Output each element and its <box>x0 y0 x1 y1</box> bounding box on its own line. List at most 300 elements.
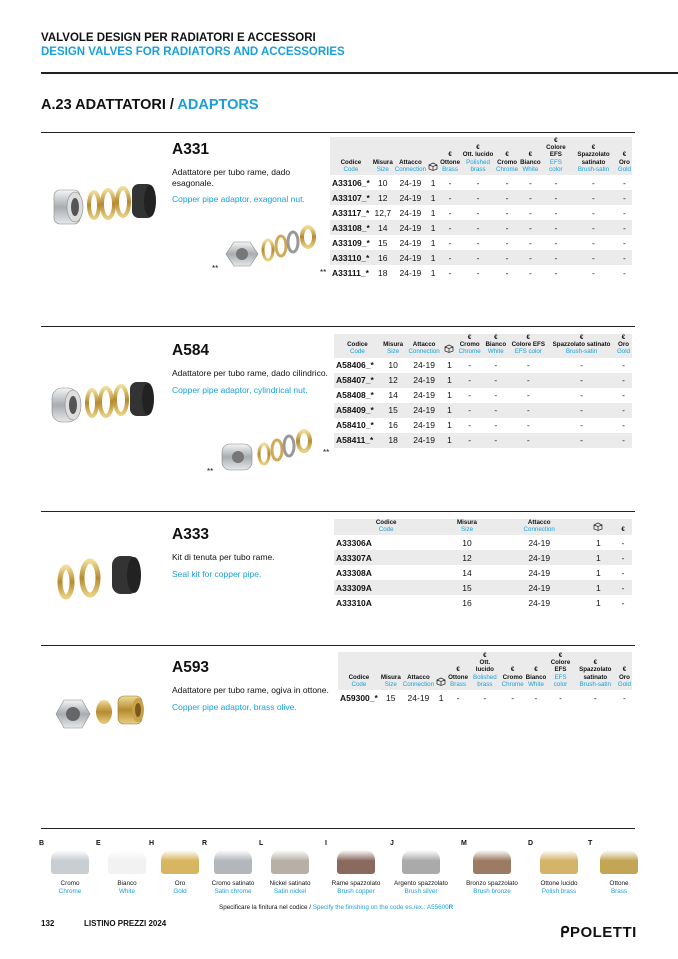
table-cell: 24-19 <box>496 550 583 565</box>
table-cell: 24-19 <box>399 207 422 218</box>
product-code-cell: A58411_* <box>334 433 381 448</box>
a331-row-note: ** <box>320 268 327 277</box>
table-cell: - <box>448 267 452 278</box>
finish-swatch <box>540 850 578 874</box>
product-code-cell: A58407_* <box>334 373 381 388</box>
column-header: Attacco Connection <box>402 652 435 690</box>
table-cell: - <box>570 190 617 205</box>
table-cell: - <box>456 403 483 418</box>
table-row <box>334 550 632 565</box>
table-cell: 1 <box>430 177 436 188</box>
finish-item <box>259 840 321 895</box>
finish-swatch <box>51 850 89 874</box>
a593-price-table <box>338 652 632 705</box>
column-header: Attacco Connection <box>496 519 583 535</box>
table-cell: - <box>494 360 498 371</box>
table-cell: - <box>526 420 530 431</box>
table-cell: 24-19 <box>399 237 422 248</box>
table-row <box>330 250 632 265</box>
column-header: € Colore EFS EFS color <box>508 334 548 358</box>
table-cell: - <box>528 207 532 218</box>
table-cell: 10 <box>378 177 388 188</box>
table-cell: 24-19 <box>413 360 435 371</box>
product-description-en: Copper pipe adaptor, brass olive. <box>172 701 297 712</box>
finish-name-en: Brass <box>610 887 628 895</box>
table-row <box>334 403 632 418</box>
table-cell: - <box>439 220 461 235</box>
a331-assembly-image <box>222 224 332 279</box>
table-cell: - <box>456 433 483 448</box>
table-cell: 14 <box>462 567 472 578</box>
table-cell: - <box>548 373 615 388</box>
finish-swatch <box>271 850 309 874</box>
table-cell: - <box>508 403 548 418</box>
finish-name-en: Polish brass <box>541 887 577 895</box>
packaging-icon <box>443 334 456 358</box>
product-code-cell: A58409_* <box>334 403 381 418</box>
table-cell: 1 <box>438 692 444 703</box>
table-row <box>330 175 632 190</box>
table-cell: - <box>542 220 570 235</box>
finish-swatch <box>402 850 440 874</box>
table-cell: - <box>483 403 508 418</box>
table-cell: 1 <box>583 580 614 595</box>
finish-item <box>390 840 452 895</box>
table-cell: - <box>505 177 509 188</box>
table-row <box>334 595 632 610</box>
finish-name-en: Brush copper <box>337 887 375 895</box>
section-title-en: ADAPTORS <box>177 97 259 113</box>
finish-letter: I <box>325 840 327 847</box>
finish-item <box>528 840 593 895</box>
table-cell: - <box>534 692 538 703</box>
product-code-cell: A33306A <box>336 537 372 548</box>
table-cell: 24-19 <box>394 250 427 265</box>
product-code-cell: A33310A <box>336 597 372 608</box>
finish-name-en: Brush silver <box>404 887 438 895</box>
product-code-cell: A33108_* <box>330 220 372 235</box>
table-cell: 10 <box>462 537 472 548</box>
packaging-icon <box>427 137 439 175</box>
finish-item <box>325 840 387 895</box>
table-cell: - <box>468 360 472 371</box>
table-cell: - <box>617 250 632 265</box>
finish-letter: M <box>461 840 467 847</box>
product-code-cell: A58410_* <box>336 420 374 431</box>
finishing-note-it: Specificare la finitura nel codice / <box>219 904 313 911</box>
table-cell: - <box>621 597 625 608</box>
table-cell: - <box>508 433 548 448</box>
finish-letter: J <box>390 840 394 847</box>
column-header: Attacco Connection <box>394 137 427 175</box>
finish-swatch <box>214 850 252 874</box>
product-description-it: Adattatore per tubo rame, dado esagonale. <box>172 167 291 188</box>
table-cell: - <box>526 360 530 371</box>
table-cell: 15 <box>386 692 396 703</box>
table-cell: - <box>570 250 617 265</box>
a331-parts-image <box>50 178 162 233</box>
table-cell: - <box>622 360 625 371</box>
product-code: A584 <box>172 342 210 359</box>
column-header: € Oro Gold <box>615 334 632 358</box>
table-cell: - <box>615 433 632 448</box>
column-header: Codice Code <box>330 137 372 175</box>
a584-price-table <box>334 334 632 448</box>
product-code-cell: A58408_* <box>336 390 374 401</box>
table-cell: - <box>580 390 583 401</box>
finish-swatch <box>161 850 199 874</box>
table-cell: - <box>548 403 615 418</box>
column-header: € Ott. lucido Bolished brass <box>469 652 501 690</box>
table-cell: - <box>542 250 570 265</box>
table-row <box>334 358 632 373</box>
table-cell: - <box>623 237 626 248</box>
table-row <box>334 580 632 595</box>
table-cell: 1 <box>430 237 436 248</box>
column-header: € Bianco White <box>525 652 548 690</box>
table-cell: - <box>483 433 508 448</box>
product-code: A593 <box>172 659 210 676</box>
column-header: € Oro Gold <box>617 137 632 175</box>
a584-image-note: ** <box>207 467 214 476</box>
table-cell: - <box>570 220 617 235</box>
a331-image-note: ** <box>212 264 219 273</box>
table-cell: - <box>614 580 632 595</box>
table-cell: 24-19 <box>399 177 422 188</box>
table-cell: - <box>580 360 583 371</box>
product-divider <box>41 645 635 646</box>
table-cell: - <box>528 237 532 248</box>
column-header: € Spazzolato satinato Brush-satin <box>570 137 617 175</box>
column-header: Codice Code <box>334 519 438 535</box>
table-cell: 1 <box>447 420 452 431</box>
table-cell: - <box>495 190 519 205</box>
table-cell: 24-19 <box>405 433 442 448</box>
product-description-en: Seal kit for copper pipe. <box>172 568 262 579</box>
table-cell: - <box>622 420 625 431</box>
product-a584 <box>172 342 332 395</box>
table-cell: - <box>614 550 632 565</box>
column-header: € <box>614 519 632 535</box>
a333-parts-image <box>54 550 146 610</box>
finish-item <box>39 840 101 895</box>
table-cell: - <box>448 177 452 188</box>
table-cell: - <box>592 207 595 218</box>
table-cell: - <box>554 177 558 188</box>
table-cell: - <box>621 537 625 548</box>
table-cell: - <box>592 177 595 188</box>
table-cell: - <box>439 190 461 205</box>
finish-name-it: Cromo satinato <box>211 880 255 887</box>
finish-name-it: Nickel satinato <box>269 880 311 887</box>
finish-item <box>461 840 523 895</box>
table-cell: - <box>476 237 480 248</box>
poletti-logo <box>560 923 637 941</box>
logo-mark-icon: ᑭ <box>560 924 570 941</box>
table-cell: 24-19 <box>399 267 422 278</box>
table-cell: - <box>554 237 558 248</box>
column-header: € Bianco White <box>483 334 508 358</box>
table-row <box>334 388 632 403</box>
table-row <box>334 565 632 580</box>
finish-item <box>202 840 264 895</box>
table-cell: 1 <box>583 550 614 565</box>
product-code-cell: A33110_* <box>330 250 372 265</box>
table-cell: - <box>439 250 461 265</box>
table-cell: - <box>461 220 495 235</box>
product-code-cell: A33106_* <box>332 177 370 188</box>
table-cell: - <box>528 177 532 188</box>
table-cell: 1 <box>596 567 601 578</box>
product-a333 <box>172 526 332 579</box>
table-cell: - <box>468 390 472 401</box>
finish-name-it: Bronzo spazzolato <box>466 880 518 887</box>
table-cell: 16 <box>372 250 394 265</box>
table-cell: 24-19 <box>413 390 435 401</box>
finish-letter: E <box>96 840 101 847</box>
table-cell: 24-19 <box>496 580 583 595</box>
column-header: € Spazzolato satinato Brush-satin <box>574 652 617 690</box>
finish-name-it: Argento spazzolato <box>394 880 448 887</box>
column-header: € Cromo Chrome <box>456 334 483 358</box>
table-cell: 15 <box>381 403 406 418</box>
column-header: € Bianco White <box>519 137 542 175</box>
table-row <box>338 690 632 705</box>
table-cell: - <box>511 692 515 703</box>
product-code-cell: A59300_* <box>340 692 378 703</box>
table-cell: 1 <box>427 250 439 265</box>
a333-price-table <box>334 519 632 610</box>
column-header: € Ottone Brass <box>447 652 469 690</box>
a584-row-note: ** <box>323 448 330 457</box>
table-cell: - <box>461 250 495 265</box>
section-title-it: A.23 ADATTATORI / <box>41 97 178 113</box>
packaging-icon <box>583 519 614 535</box>
table-row <box>330 220 632 235</box>
product-code-cell: A33111_* <box>332 267 369 278</box>
finish-swatch <box>337 850 375 874</box>
finish-name-en: Satin nickel <box>273 887 307 895</box>
table-cell: 1 <box>430 207 436 218</box>
table-cell: - <box>519 190 542 205</box>
table-cell: - <box>519 220 542 235</box>
table-row <box>330 190 632 205</box>
finish-name-it: Bianco <box>117 880 137 887</box>
product-divider <box>41 511 635 512</box>
table-cell: 24-19 <box>405 403 442 418</box>
product-code-cell: A33309A <box>334 580 438 595</box>
column-header: € Spazzolato satinato Brush-satin <box>548 334 615 358</box>
column-header: € Oro Gold <box>617 652 632 690</box>
table-cell: 15 <box>378 237 388 248</box>
table-cell: - <box>617 220 632 235</box>
table-cell: - <box>494 390 498 401</box>
table-cell: 24-19 <box>407 692 430 703</box>
table-cell: - <box>528 267 532 278</box>
table-cell: - <box>519 250 542 265</box>
table-cell: 1 <box>596 537 601 548</box>
table-cell: - <box>580 420 583 431</box>
product-code-cell: A58406_* <box>336 360 374 371</box>
column-header: Attacco Connection <box>405 334 442 358</box>
table-cell: - <box>505 237 509 248</box>
table-cell: 24-19 <box>394 190 427 205</box>
product-a593 <box>172 659 332 712</box>
table-cell: 24-19 <box>394 220 427 235</box>
column-header: Misura Size <box>380 652 402 690</box>
table-cell: 16 <box>462 597 472 608</box>
product-divider <box>41 132 635 133</box>
header-title-it: VALVOLE DESIGN PER RADIATORI E ACCESSORI <box>41 32 316 44</box>
finish-item <box>588 840 650 895</box>
column-header: € Ott. lucido Polished brass <box>461 137 495 175</box>
table-cell: - <box>456 692 460 703</box>
table-cell: - <box>593 692 597 703</box>
a331-price-table <box>330 137 632 280</box>
product-code-cell: A33107_* <box>330 190 372 205</box>
table-row <box>334 418 632 433</box>
finishing-note-suffix: R <box>448 904 454 911</box>
packaging-icon <box>435 652 447 690</box>
finishing-note-en: Specify the finishing on the code es./ex.: A55600 <box>312 904 449 911</box>
table-cell: 1 <box>427 220 439 235</box>
finish-letter: T <box>588 840 593 847</box>
product-code-cell: A33117_* <box>332 207 370 218</box>
table-cell: - <box>483 692 487 703</box>
a584-assembly-image <box>218 426 330 481</box>
product-a331 <box>172 141 332 205</box>
table-cell: - <box>476 177 480 188</box>
page-number: 132 <box>41 919 55 928</box>
table-cell: - <box>548 433 615 448</box>
finish-name-it: Ottone <box>609 880 629 887</box>
table-cell: - <box>494 420 498 431</box>
finish-letter: R <box>202 840 208 847</box>
table-cell: - <box>448 237 452 248</box>
finish-letter: D <box>528 840 534 847</box>
product-description-it: Kit di tenuta per tubo rame. <box>172 552 275 562</box>
table-cell: 1 <box>443 403 456 418</box>
finish-letter: H <box>149 840 155 847</box>
table-cell: - <box>615 403 632 418</box>
column-header: € Colore EFS EFS color <box>547 652 573 690</box>
a593-parts-image <box>52 688 148 738</box>
column-header: € Colore EFS EFS color <box>542 137 570 175</box>
table-cell: 15 <box>438 580 495 595</box>
table-cell: 16 <box>388 420 398 431</box>
table-cell: - <box>448 207 452 218</box>
table-cell: 10 <box>388 360 398 371</box>
finish-name-en: Satin chrome <box>214 887 252 895</box>
table-cell: 24-19 <box>405 373 442 388</box>
product-code: A331 <box>172 141 210 158</box>
table-header-row <box>334 519 632 535</box>
table-cell: - <box>554 267 558 278</box>
finish-swatch <box>473 850 511 874</box>
finish-letter: B <box>39 840 45 847</box>
table-cell: 12 <box>438 550 495 565</box>
finish-name-en: White <box>118 887 136 895</box>
table-cell: - <box>495 220 519 235</box>
column-header: Misura Size <box>372 137 394 175</box>
table-cell: - <box>468 420 472 431</box>
finish-swatch <box>600 850 638 874</box>
table-cell: - <box>483 373 508 388</box>
table-cell: - <box>592 267 595 278</box>
finish-name-en: Brush bronze <box>473 887 511 895</box>
product-description-it: Adattatore per tubo rame, dado cilindrico. <box>172 368 328 378</box>
finish-name-it: Ottone lucido <box>540 880 578 887</box>
table-header-row <box>338 652 632 690</box>
table-cell: 1 <box>447 360 452 371</box>
table-cell: - <box>476 267 480 278</box>
table-cell: 18 <box>378 267 388 278</box>
finishing-note <box>219 904 453 911</box>
product-code-cell: A33109_* <box>332 237 370 248</box>
price-list-title: LISTINO PREZZI 2024 <box>84 919 167 928</box>
table-cell: 24-19 <box>528 597 551 608</box>
finish-name-it: Cromo <box>60 880 80 887</box>
finish-letter: L <box>259 840 264 847</box>
table-cell: - <box>617 190 632 205</box>
table-cell: - <box>592 237 595 248</box>
table-cell: 12,7 <box>374 207 392 218</box>
table-cell: 12 <box>372 190 394 205</box>
table-cell: 1 <box>443 433 456 448</box>
section-title <box>41 97 259 113</box>
product-code-cell: A33307A <box>334 550 438 565</box>
table-cell: - <box>505 267 509 278</box>
table-cell: - <box>505 207 509 218</box>
column-header: Codice Code <box>338 652 380 690</box>
table-row <box>334 535 632 550</box>
table-cell: 12 <box>381 373 406 388</box>
table-cell: - <box>559 692 562 703</box>
table-cell: 1 <box>430 267 436 278</box>
product-description-en: Copper pipe adaptor, exagonal nut. <box>172 194 305 204</box>
product-description-en: Copper pipe adaptor, cylindrical nut. <box>172 384 308 395</box>
logo-text: POLETTI <box>569 924 637 941</box>
table-header-row <box>334 334 632 358</box>
table-cell: 14 <box>388 390 398 401</box>
table-cell: - <box>526 390 530 401</box>
column-header: Misura Size <box>438 519 495 535</box>
header-divider <box>41 72 678 74</box>
table-cell: - <box>554 207 558 218</box>
a584-parts-image <box>48 376 160 431</box>
column-header: € Cromo Chrome <box>495 137 519 175</box>
finish-name-en: Chrome <box>58 887 82 895</box>
finish-swatch <box>108 850 146 874</box>
table-cell: 24-19 <box>528 567 551 578</box>
table-cell: - <box>623 267 626 278</box>
finishes-divider <box>41 828 635 829</box>
product-code-cell: A33308A <box>336 567 372 578</box>
finish-name-it: Oro <box>174 880 186 887</box>
table-cell: - <box>623 692 626 703</box>
column-header: € Ottone Brass <box>439 137 461 175</box>
table-cell: 14 <box>372 220 394 235</box>
table-cell: - <box>621 567 625 578</box>
table-cell: - <box>461 190 495 205</box>
column-header: Misura Size <box>381 334 406 358</box>
table-row <box>334 433 632 448</box>
table-cell: - <box>622 390 625 401</box>
table-cell: 1 <box>443 373 456 388</box>
page-header <box>41 31 345 59</box>
table-cell: - <box>623 207 626 218</box>
table-cell: - <box>456 373 483 388</box>
